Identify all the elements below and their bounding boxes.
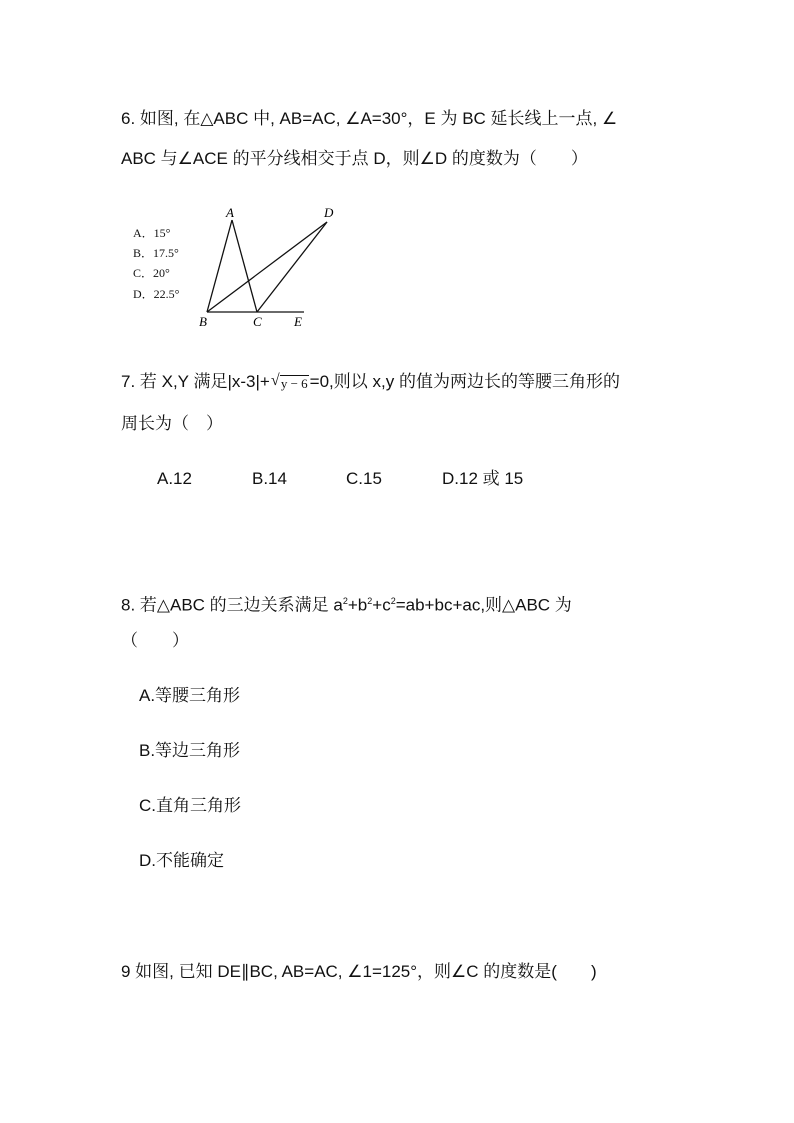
- label-a: A: [226, 205, 234, 220]
- q8-suffix: =ab+bc+ac,则△ABC 为: [395, 595, 572, 615]
- q9-text-line1: 9 如图, 已知 DE∥BC, AB=AC, ∠1=125°，则∠C 的度数是( ): [121, 962, 597, 981]
- q8-mid2: +c: [372, 595, 391, 615]
- q8-option-c: C.直角三角形: [139, 796, 241, 815]
- q8-option-d: D.不能确定: [139, 851, 224, 870]
- q7-text-line2: 周长为（ ）: [121, 414, 223, 433]
- q8-option-a: A.等腰三角形: [139, 686, 241, 705]
- q7-option-d: D.12 或 15: [442, 469, 524, 488]
- label-b: B: [199, 314, 207, 329]
- q7-option-c: C.15: [346, 469, 382, 488]
- q8-mid1: +b: [347, 595, 368, 615]
- q7-sqrt: [271, 373, 309, 395]
- q6-text-line2: ABC 与∠ACE 的平分线相交于点 D，则∠D 的度数为（ ）: [121, 149, 588, 168]
- q8-sup-c: 2: [390, 596, 396, 606]
- segment-ab: [207, 220, 232, 312]
- q7-option-b: B.14: [252, 469, 287, 488]
- segment-ac: [232, 220, 257, 312]
- q6-triangle-figure: [190, 202, 350, 332]
- q7-option-a: A.12: [157, 469, 192, 488]
- q8-option-b: B.等边三角形: [139, 741, 241, 760]
- q7-suffix: =0,则以 x,y 的值为两边长的等腰三角形的: [309, 372, 620, 391]
- radical-sign-icon: √: [270, 372, 280, 389]
- q6-option-d: D．22.5°: [133, 287, 180, 301]
- q6-option-c: C．20°: [133, 266, 170, 280]
- q6-option-b: B．17.5°: [133, 246, 179, 260]
- label-c: C: [253, 314, 262, 329]
- q7-prefix: 7. 若 X,Y 满足|x-3|+: [121, 372, 270, 391]
- q8-sup-b: 2: [367, 596, 373, 606]
- q7-sqrt-body: y − 6: [280, 376, 308, 391]
- q7-text-line1: [121, 371, 620, 395]
- q8-text-line1: [121, 590, 572, 617]
- label-d: D: [324, 205, 334, 220]
- q8-text-line2: （ ）: [121, 631, 189, 650]
- q6-option-a: A．15°: [133, 226, 171, 240]
- q8-prefix: 8. 若△ABC 的三边关系满足 a: [121, 595, 343, 615]
- label-e: E: [294, 314, 302, 329]
- q8-sup-a: 2: [342, 596, 348, 606]
- q6-text-line1: 6. 如图, 在△ABC 中, AB=AC, ∠A=30°，E 为 BC 延长线上一点, ∠: [121, 109, 618, 128]
